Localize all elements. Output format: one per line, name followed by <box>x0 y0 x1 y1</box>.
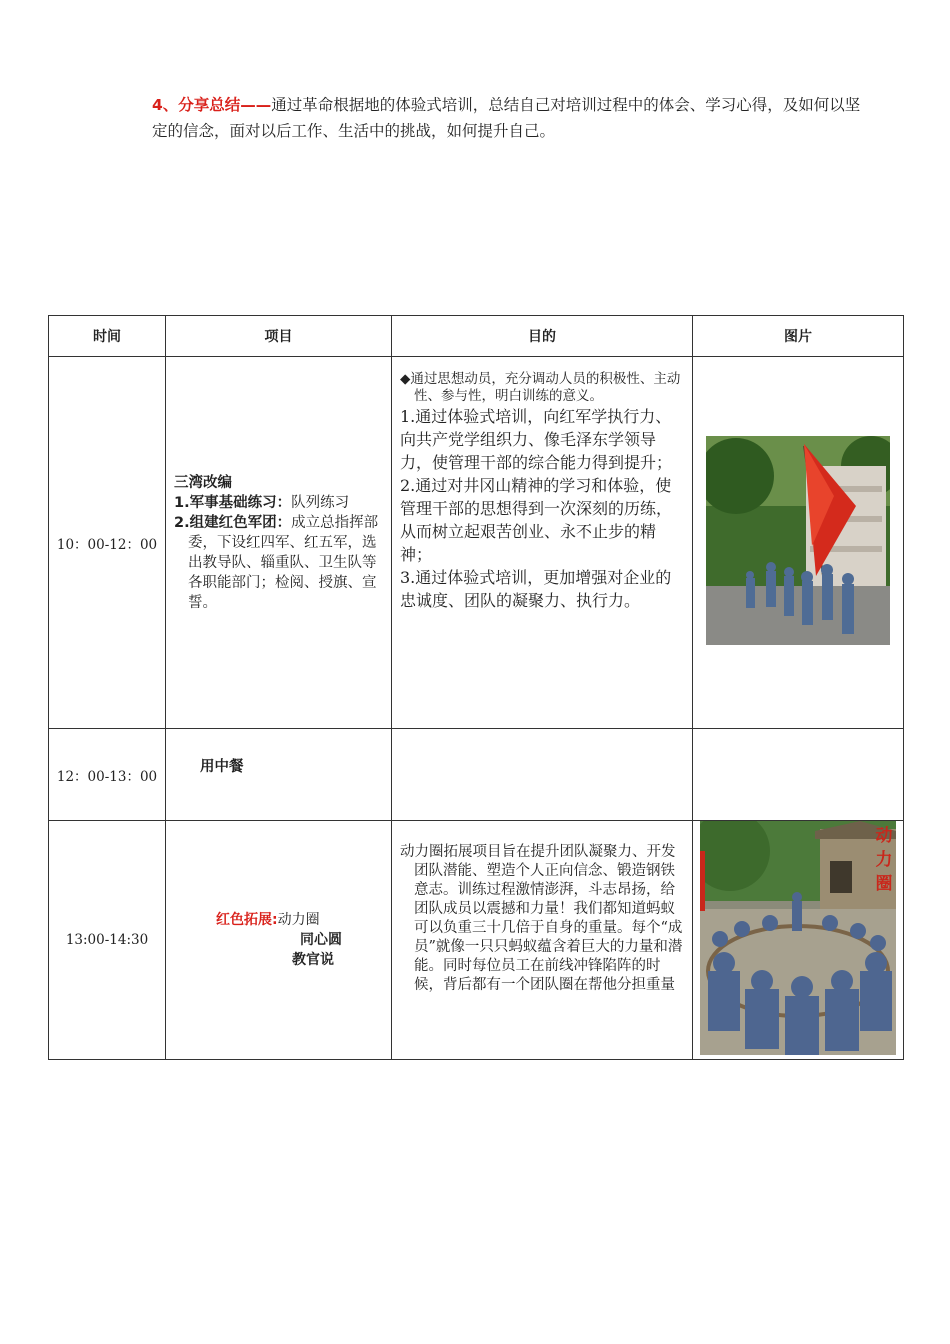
row1-picture-cell <box>693 357 904 729</box>
table-row <box>49 357 904 729</box>
row1-time: 10：00-12：00 <box>49 357 166 729</box>
row3-project <box>166 821 392 1060</box>
row1-project-title: 三湾改编 <box>174 474 232 491</box>
power-circle-photo <box>700 821 896 1055</box>
row3-line1 <box>174 910 383 930</box>
row2-project: 用中餐 <box>200 759 244 775</box>
row1-item1-label: 1.军事基础练习： <box>174 494 292 511</box>
intro-paragraph <box>152 92 872 144</box>
row1-item1-text: 队列练习 <box>291 494 350 511</box>
row1-item1 <box>174 493 383 513</box>
row3-purpose-cell <box>392 821 693 1060</box>
row2-project-cell <box>166 729 392 821</box>
table-row <box>49 821 904 1060</box>
header-project: 项目 <box>166 316 392 357</box>
march-photo-image <box>706 436 890 645</box>
header-purpose: 目的 <box>392 316 693 357</box>
row2-picture <box>693 729 904 821</box>
row1-purpose-1: 1.通过体验式培训，向红军学执行力、向共产党学组织力、像毛泽东学领导力，使管理干部的综合能力得到提升； <box>400 407 673 472</box>
row3-time: 13:00-14:30 <box>49 821 166 1060</box>
row1-bullet: ◆通过思想动员，充分调动人员的积极性、主动性、参与性，明白训练的意义。 <box>400 371 681 404</box>
header-picture: 图片 <box>693 316 904 357</box>
photo-caption-char-2: 力 <box>875 850 893 870</box>
row1-purpose <box>392 357 693 729</box>
row3-item3: 教官说 <box>292 952 334 968</box>
table-header-row <box>49 316 904 357</box>
table-row <box>49 729 904 821</box>
photo-caption-char-3: 圈 <box>875 874 893 894</box>
row1-purpose-2: 2.通过对井冈山精神的学习和体验，使管理干部的思想得到一次深刻的历练，从而树立起艰苦创业、永不止步的精神； <box>400 476 673 564</box>
row2-time: 12：00-13：00 <box>49 729 166 821</box>
red-army-march-photo <box>706 436 890 645</box>
row3-label: 红色拓展: <box>216 912 278 928</box>
intro-body: 通过革命根据地的体验式培训，总结自己对培训过程中的体会、学习心得，及如何以坚定的信念，面对以后工作、生活中的挑战，如何提升自己。 <box>152 96 861 140</box>
row3-picture-cell <box>693 821 904 1060</box>
row3-item1: 动力圈 <box>277 912 320 928</box>
row3-purpose: 动力圈拓展项目旨在提升团队凝聚力、开发团队潜能、塑造个人正向信念、锻造钢铁意志。训练过程激情澎湃，斗志昂扬，给团队成员以震撼和力量！我们都知道蚂蚁可以负重三十几倍于自身的重量。每个“成员”就像一只只蚂蚁蕴含着巨大的力量和潜能。同时每位员工在前线冲锋陷阵的时候，背后都有一个团队圈在帮他分担重量 <box>400 844 683 993</box>
row3-item2: 同心圆 <box>300 932 342 948</box>
row1-purpose-3: 3.通过体验式培训，更加增强对企业的忠诚度、团队的凝聚力、执行力。 <box>400 568 672 610</box>
row1-item2-label: 2.组建红色军团： <box>174 514 292 531</box>
row1-item2-text: 成立总指挥部委，下设红四军、红五军，选出教导队、辎重队、卫生队等各职能部门；检阅、授旗、宣誓。 <box>188 514 379 611</box>
circle-photo-image <box>700 821 896 1055</box>
row1-project <box>166 357 392 729</box>
photo-caption-char-1: 动 <box>875 826 893 846</box>
intro-heading: 4、分享总结—— <box>152 96 272 114</box>
row2-purpose <box>392 729 693 821</box>
schedule-table <box>48 315 904 1060</box>
header-time: 时间 <box>49 316 166 357</box>
row1-item2 <box>174 513 383 613</box>
